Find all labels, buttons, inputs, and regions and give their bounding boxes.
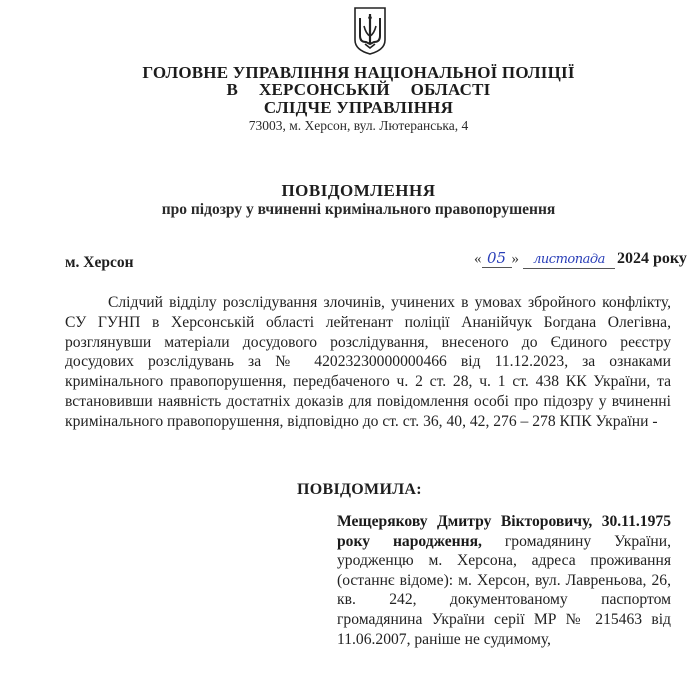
suspect-details — [337, 512, 671, 649]
suspect-birth-date: 30.11.1975 року народження, — [337, 513, 671, 550]
document-city: м. Херсон — [65, 254, 134, 271]
intro-paragraph: Слідчий відділу розслідування злочинів, учинених в умовах збройного конфлікту, СУ ГУНП в Херсонській області лейтенант поліції Ананійчук Богдана Олегівна, розглянувши матеріали досудового розслідування, внесеного до Єдиного реєстру досудових розслідувань за № 42023230000000466 від 11.12.2023, за ознаками кримінального правопорушення, передбаченого ч. 2 ст. 28, ч. 1 ст. 438 КК України, та встановивши наявність достатніх доказів для повідомлення особі про підозру у вчиненні кримінального правопорушення, відповідно до ст. ст. 36, 40, 42, 276 – 278 КПК України - — [65, 294, 671, 430]
document-subtitle: про підозру у вчиненні кримінального правопорушення — [161, 201, 556, 218]
agency-region: В ХЕРСОНСЬКІЙ ОБЛАСТІ — [226, 80, 491, 99]
suspect-name: Мещерякову Дмитру Вікторовичу, — [337, 513, 593, 530]
agency-address: 73003, м. Херсон, вул. Лютеранська, 4 — [248, 118, 469, 133]
agency-department: СЛІДЧЕ УПРАВЛІННЯ — [263, 98, 454, 117]
date-year: 2024 року — [617, 250, 687, 267]
notified-heading: ПОВІДОМИЛА: — [297, 481, 422, 498]
date-month-handwritten: листопада — [523, 251, 615, 269]
suspect-info: громадянину України, уродженцю м. Херсона, адреса проживання (останнє відоме): м. Херсон, вул. Лавреньова, 26, кв. 242, документованому паспортом громадянина України серії МР № 215463 від 11.06.2007, раніше не судимому, — [337, 532, 671, 648]
coat-of-arms-icon — [352, 6, 388, 56]
document-title: ПОВІДОМЛЕННЯ — [281, 181, 436, 200]
agency-name: ГОЛОВНЕ УПРАВЛІННЯ НАЦІОНАЛЬНОЇ ПОЛІЦІЇ — [142, 63, 575, 82]
date-close-quote: » — [511, 251, 519, 267]
document-date — [474, 250, 687, 269]
date-day-handwritten: 05 — [482, 250, 512, 268]
date-open-quote: « — [474, 251, 482, 267]
